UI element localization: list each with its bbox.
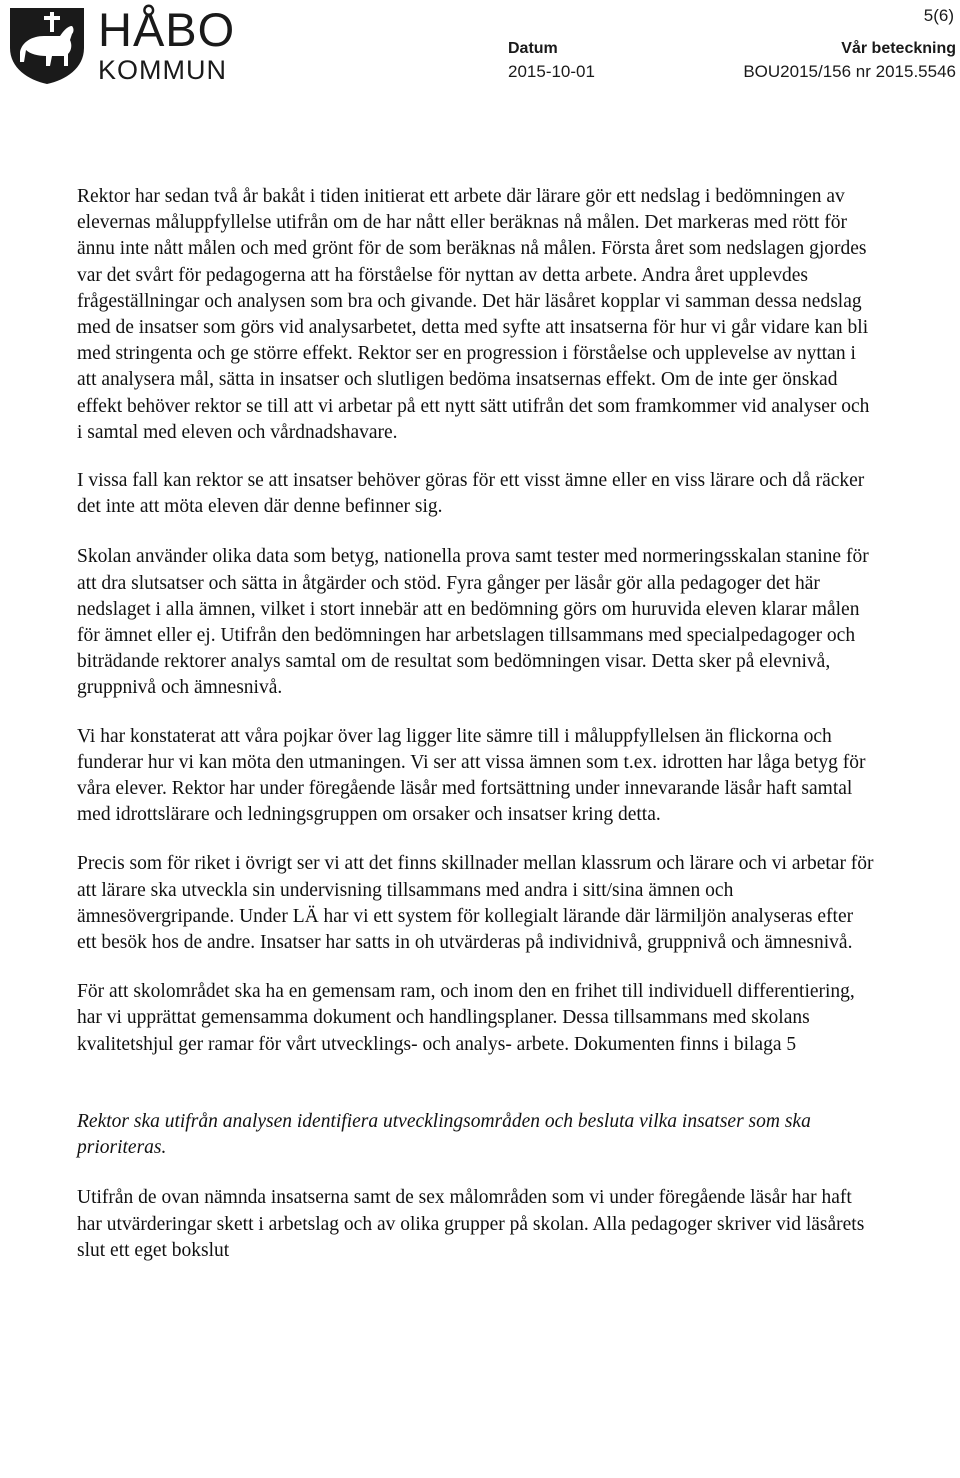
- paragraph: Utifrån de ovan nämnda insatserna samt de sex målområden som vi under föregående läsår har haft har utvärderingar skett i arbetslag och av olika grupper på skolan. Alla pedagoger skriver vid läsårets slut ett eget bokslut: [77, 1187, 865, 1261]
- paragraph: Rektor har sedan två år bakåt i tiden initierat ett arbete där lärare gör ett nedslag i bedömningen av elevernas måluppfyllelse utifrån om de har nått eller beräknas nå målen. Det markeras med rött för ännu inte nått målen och med grönt för de som beräknas nå målen. Första året som nedslagen gjordes var det svårt för pedagogerna att ha förståelse för nyttan av detta arbete. Andra året upplevdes frågeställningar och analysen som bra och givande. Det här läsåret kopplar vi samman dessa nedslag med de insatser som görs vid analysarbetet, detta med syfte att insatserna för hur vi går vidare kan bli med stringenta och ge större effekt. Rektor ser en progression i förståelse och upplevelse av nyttan i att analysera mål, sätta in insatser och slutligen bedöma insatsernas effekt. Om de inte ger önskad effekt behöver rektor se till att vi arbetar på ett nytt sätt utifrån det som framkommer vid analyser och i samtal med eleven och vårdnadshavare.: [77, 186, 870, 443]
- municipality-logo: [6, 4, 236, 86]
- paragraph: Precis som för riket i övrigt ser vi att det finns skillnader mellan klassrum och lärare och vi arbetar för att lärare ska utveckla sin undervisning tillsammans med andra i sitt/sina ämnen och ämnesövergripande. Under LÄ har vi ett system för kollegialt lärande där lärmiljön analyseras efter ett besök hos de andre. Insatser har satts in oh utvärderas på individnivå, gruppnivå och ämnesnivå.: [77, 853, 874, 954]
- coat-of-arms-icon: [6, 4, 88, 86]
- date-value: 2015-10-01: [508, 62, 595, 81]
- logo-subtitle: KOMMUN: [98, 55, 227, 85]
- paragraph: För att skolområdet ska ha en gemensam ram, och inom den en frihet till individuell differentiering, har vi upprättat gemensamma dokument och handlingsplaner. Dessa tillsammans med skolans kvalitetshjul ger ramar för vårt utvecklings- och analys- arbete. Dokumenten finns i bilaga 5: [77, 981, 855, 1055]
- paragraph: Vi har konstaterat att våra pojkar över lag ligger lite sämre till i måluppfyllelsen än flickorna och funderar hur vi kan möta den utmaningen. Vi ser att vissa ämnen som t.ex. idrotten har låga betyg för våra elever. Rektor har under föregående läsår med fortsättning under innevarande läsår haft samtal med idrottslärare och ledningsgruppen om orsaker och insatser kring detta.: [77, 725, 866, 826]
- reference-label: Vår beteckning: [841, 40, 956, 57]
- paragraph: Skolan använder olika data som betyg, nationella prova samt tester med normeringsskalan stanine för att dra slutsatser och sätta in åtgärder och stöd. Fyra gånger per läsår gör alla pedagoger det här nedslaget i alla ämnen, vilket i stort innebär att en bedömning görs om huruvida eleven klarar målen för ämnet eller ej. Utifrån den bedömningen har arbetslagen tillsammans med specialpedagoger och biträdande rektorer analys samtal om de resultat som bedömningen visar. Detta sker på elevnivå, gruppnivå och ämnesnivå.: [77, 546, 869, 699]
- date-label: Datum: [508, 40, 558, 57]
- logo-name: HÅBO: [98, 3, 236, 56]
- reference-value: BOU2015/156 nr 2015.5546: [743, 62, 956, 81]
- italic-heading: Rektor ska utifrån analysen identifiera utvecklingsområden och besluta vilka insatser som ska prioriteras.: [77, 1110, 811, 1159]
- page-number: 5(6): [923, 6, 954, 25]
- document-body: [77, 184, 877, 1264]
- paragraph: I vissa fall kan rektor se att insatser behöver göras för ett visst ämne eller en viss lärare och då räcker det inte att möta eleven där denne befinner sig.: [77, 470, 865, 518]
